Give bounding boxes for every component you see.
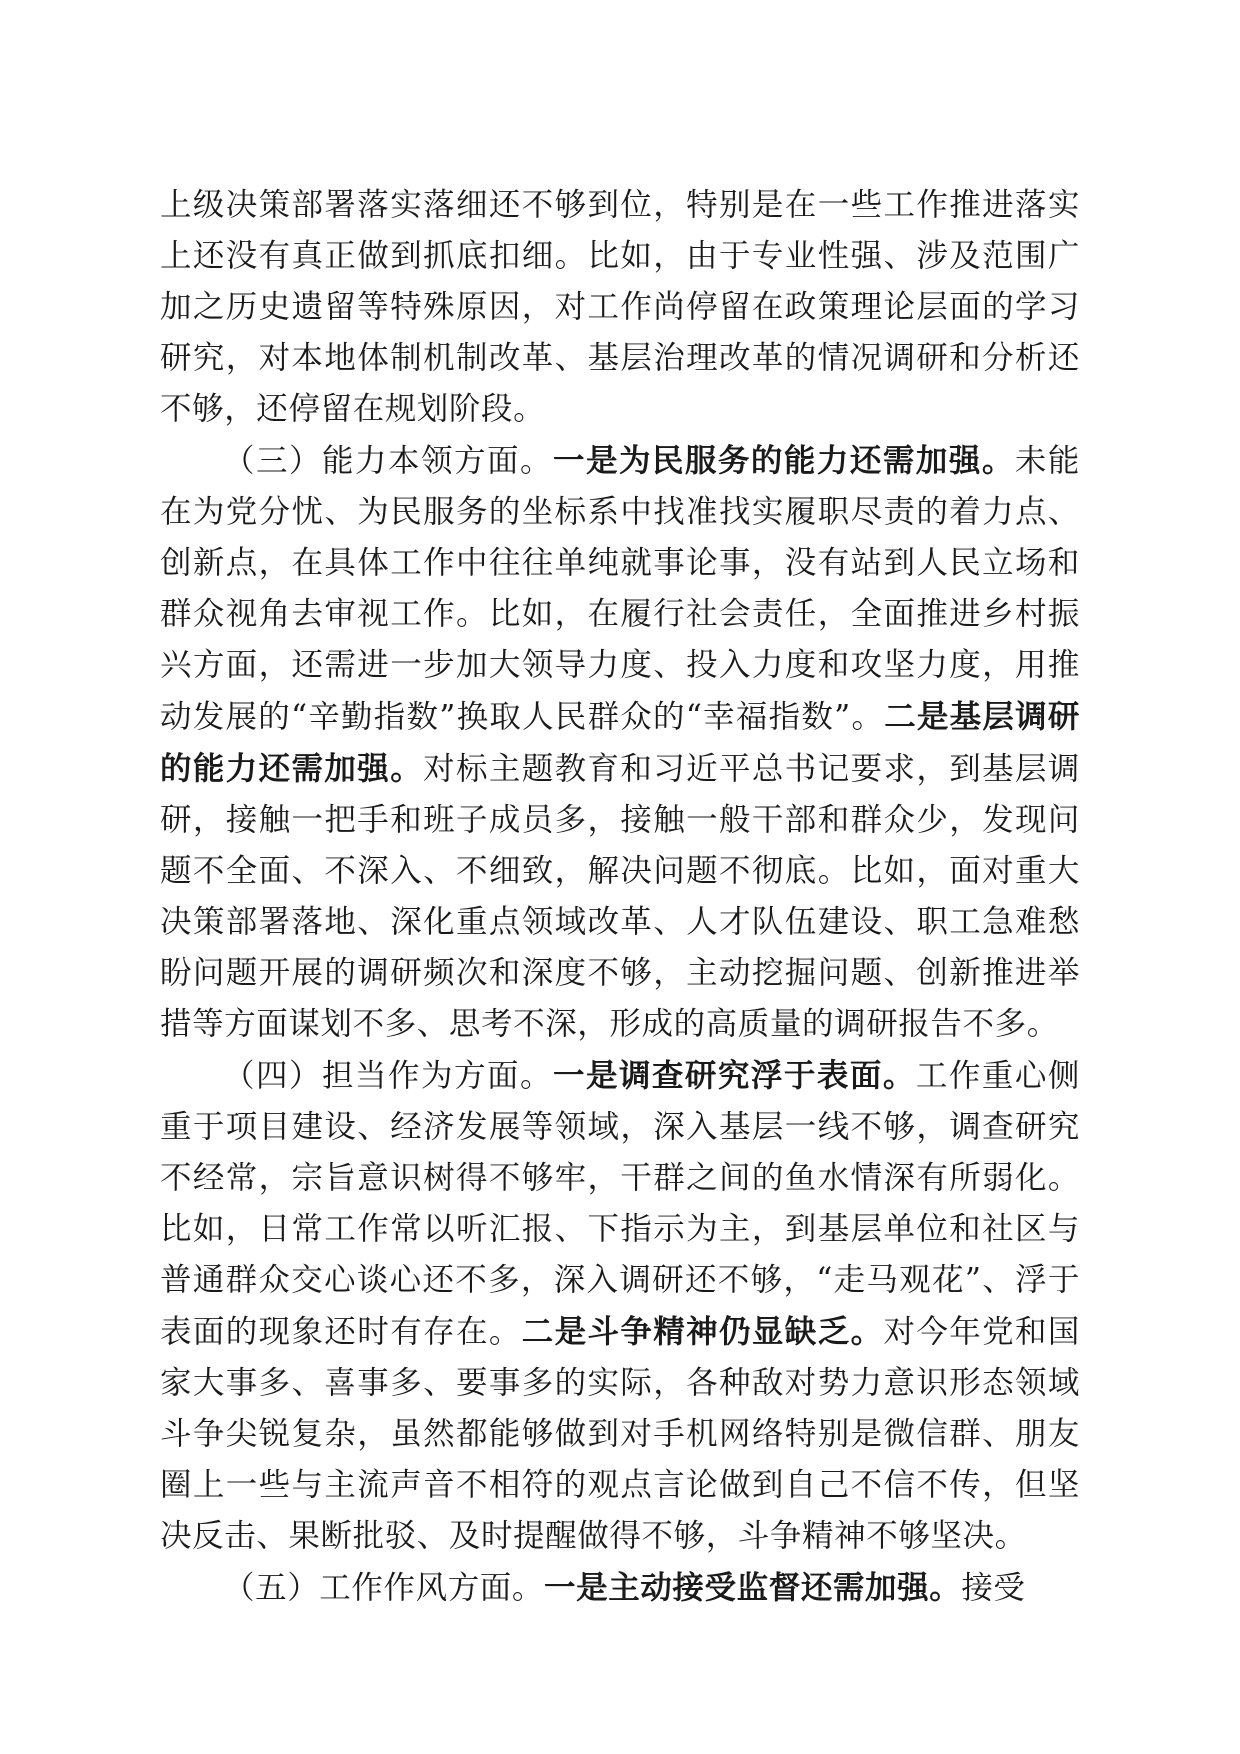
paragraph-text: 对标主题教育和习近平总书记要求，到基层调研，接触一把手和班子成员多，接触一般干部和群众少，发现问题不全面、不深入、不细致，解决问题不彻底。比如，面对重大决策部署落地、深化重点领域改革、人才队伍建设、职工急难愁盼问题开展的调研频次和深度不够，主动挖掘问题、创新推进举措等方面谋划不多、思考不深，形成的高质量的调研报告不多。 <box>160 751 1080 1042</box>
paragraph-responsibility-section <box>160 1050 1080 1562</box>
paragraph-text: 接受 <box>961 1570 1026 1606</box>
section-heading: （四）担当作为方面。 <box>223 1058 553 1094</box>
paragraph-work-style-section <box>160 1562 1080 1614</box>
section-heading: （五）工作作风方面。 <box>223 1570 545 1606</box>
point-heading: 二是基层调研的能力还需加强。 <box>160 698 1080 787</box>
paragraph-text: 对今年党和国家大事多、喜事多、要事多的实际，各种敌对势力意识形态领域斗争尖锐复杂，虽然都能够做到对手机网络特别是微信群、朋友圈上一些与主流声音不相符的观点言论做到自己不信不传，但坚决反击、果断批驳、及时提醒做得不够，斗争精神不够坚决。 <box>160 1314 1080 1554</box>
paragraph-text: 未能在为党分忧、为民服务的坐标系中找准找实履职尽责的着力点、创新点，在具体工作中往往单纯就事论事，没有站到人民立场和群众视角去审视工作。比如，在履行社会责任，全面推进乡村振兴方面，还需进一步加大领导力度、投入力度和攻坚力度，用推动发展的“辛勤指数”换取人民群众的“幸福指数”。 <box>160 443 1080 735</box>
paragraph-continuation <box>160 180 1080 435</box>
paragraph-text: 上级决策部署落实落细还不够到位，特别是在一些工作推进落实上还没有真正做到抓底扣细。比如，由于专业性强、涉及范围广加之历史遗留等特殊原因，对工作尚停留在政策理论层面的学习研究，对本地体制机制改革、基层治理改革的情况调研和分析还不够，还停留在规划阶段。 <box>160 187 1080 427</box>
section-heading: （三）能力本领方面。 <box>223 443 553 479</box>
paragraph-ability-section <box>160 435 1080 1050</box>
paragraph-text: 工作重心侧重于项目建设、经济发展等领域，深入基层一线不够，调查研究不经常，宗旨意识树得不够牢，干群之间的鱼水情深有所弱化。比如，日常工作常以听汇报、下指示为主，到基层单位和社区与普通群众交心谈心还不多，深入调研还不够，“走马观花”、浮于表面的现象还时有存在。 <box>160 1058 1080 1350</box>
point-heading: 一是为民服务的能力还需加强。 <box>552 442 1015 479</box>
point-heading: 二是斗争精神仍显缺乏。 <box>521 1313 884 1350</box>
point-heading: 一是主动接受监督还需加强。 <box>544 1569 962 1606</box>
point-heading: 一是调查研究浮于表面。 <box>552 1057 916 1094</box>
document-body <box>160 180 1080 1614</box>
